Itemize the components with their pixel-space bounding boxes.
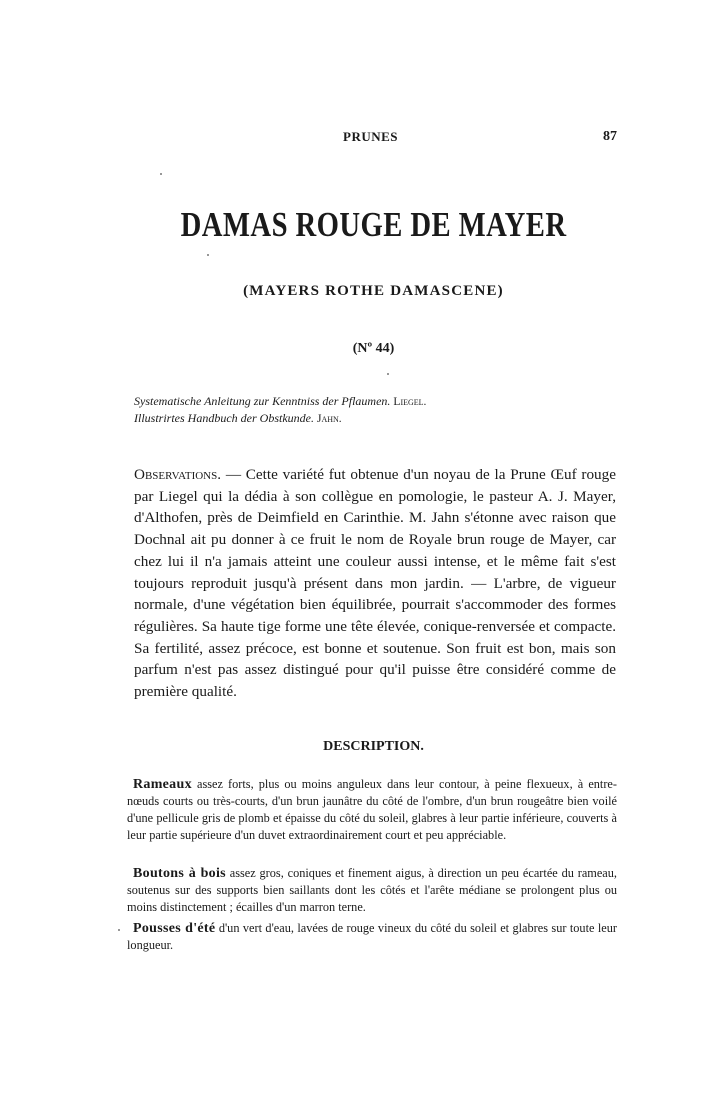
running-head-title: PRUNES: [343, 129, 399, 144]
references: [134, 393, 624, 427]
reference-item: [134, 393, 624, 410]
paragraph-text: d'un vert d'eau, lavées de rouge vineux du côté du soleil et glabres sur toute leur longueur.: [127, 921, 617, 952]
description-paragraph: [127, 920, 617, 954]
paragraph-text: assez gros, coniques et finement aigus, à direction un peu écartée du rameau, soutenus sur des supports bien saillants dont les côtés et l'arête médiane se prolongent plus ou moins distinctement ; écailles d'un marron terne.: [127, 866, 617, 914]
scan-speck: [207, 254, 209, 256]
paragraph-text: assez forts, plus ou moins anguleux dans leur contour, à peine flexueux, à entre-nœuds courts ou très-courts, d'un brun jaunâtre du côté de l'ombre, d'un brun rougeâtre bien voilé d'une pellicule gris de plomb et épaisse du côté du soleil, glabres à leur partie inférieure, couverts à leur partie supérieure d'un duvet extraordinairement court et peu appréciable.: [127, 777, 617, 842]
subtitle: (MAYERS ROTHE DAMASCENE): [243, 283, 504, 299]
reference-author: Liegel.: [393, 396, 427, 408]
reference-item: [134, 410, 624, 427]
scan-speck: [387, 373, 389, 375]
description-paragraph: [127, 776, 617, 844]
description-paragraph: [127, 865, 617, 916]
reference-work: Illustrirtes Handbuch der Obstkunde.: [134, 411, 314, 425]
observations-text: — Cette variété fut obtenue d'un noyau de la Prune Œuf rouge par Liegel qui la dédia à son collègue en pomologie, le pasteur A. J. Mayer, d'Althofen, près de Deimfield en Carinthie. M. Jahn s'étonne avec raison que Dochnal ait pu donner à ce fruit le nom de Royale brun rouge de Mayer, car chez lui il n'a jamais atteint une couleur aussi intense, et le même fait s'est toujours reproduit jusqu'à présent dans mon jardin. — L'arbre, de vigueur normale, d'une végétation bien équilibrée, pourrait s'accommoder des formes régulières. Sa haute tige forme une tête élevée, conique-renversée et compacte. Sa fertilité, assez précoce, est bonne et soutenue. Son fruit est bon, mais son parfum n'est pas assez distingué pour qu'il puisse être considéré comme de première qualité.: [134, 466, 616, 701]
page-title: DAMAS ROUGE DE MAYER: [180, 205, 567, 244]
reference-work: Systematische Anleitung zur Kenntniss der Pflaumen.: [134, 394, 391, 408]
variety-number: (Nº 44): [352, 341, 395, 356]
observations-label: Observations.: [134, 466, 222, 483]
running-head: [0, 129, 707, 149]
page-number: 87: [603, 129, 617, 144]
description-heading: DESCRIPTION.: [323, 739, 424, 754]
reference-author: Jahn.: [316, 413, 342, 425]
paragraph-lead: Boutons à bois: [133, 866, 226, 881]
paragraph-lead: Rameaux: [133, 777, 192, 792]
paragraph-lead: Pousses d'été: [133, 921, 216, 936]
observations-paragraph: [134, 464, 616, 703]
scan-speck: [160, 173, 162, 175]
scan-speck: [118, 929, 120, 931]
